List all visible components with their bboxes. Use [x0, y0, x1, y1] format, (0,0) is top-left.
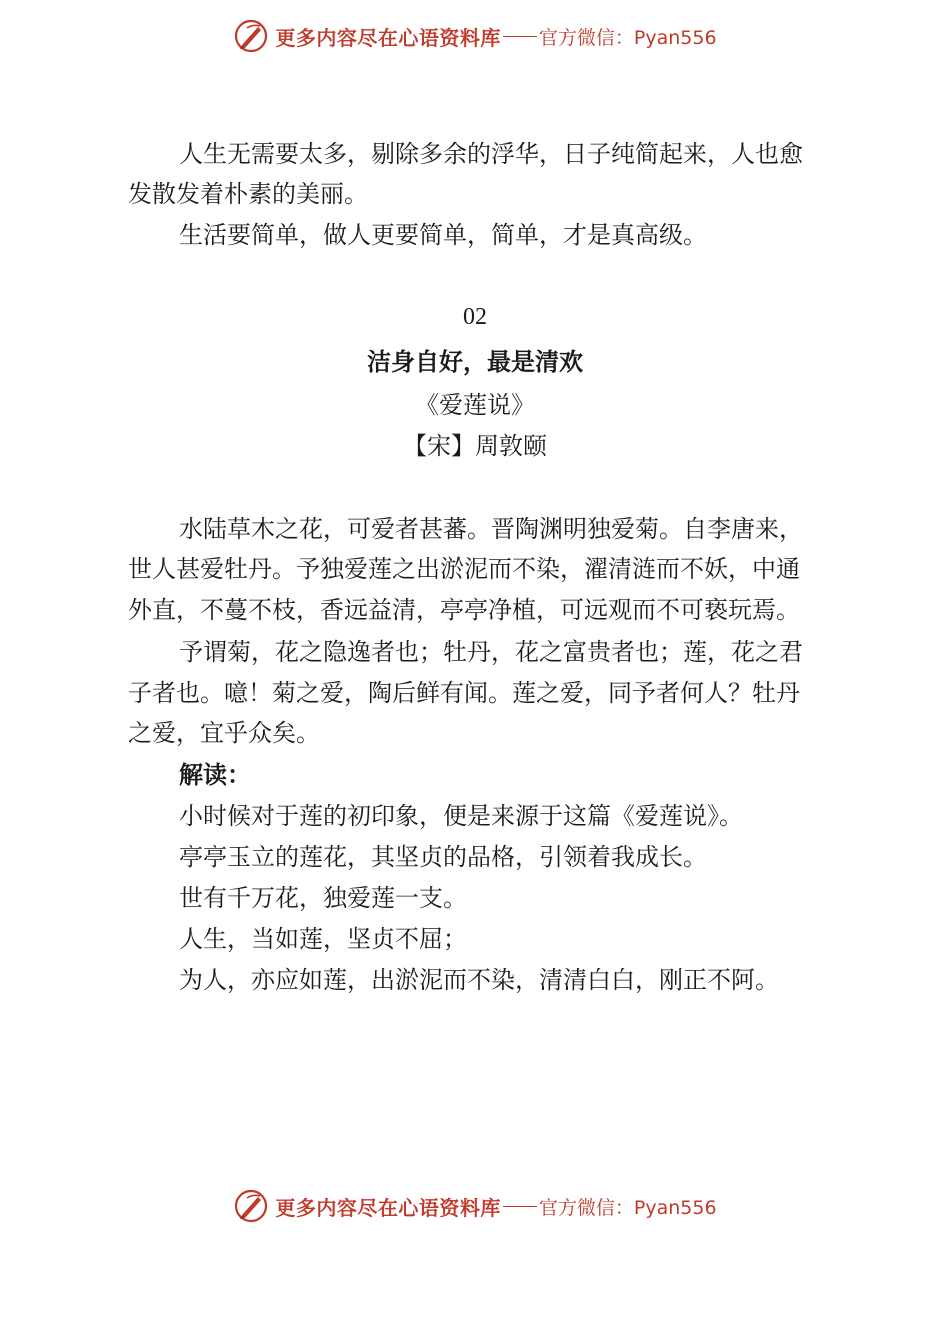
section-number: 02	[463, 304, 487, 330]
poem-line: 予谓菊，花之隐逸者也；牡丹，花之富贵者也；莲，花之君	[179, 638, 803, 666]
banner-dash	[503, 36, 537, 37]
poem-author: 【宋】周敦颐	[403, 432, 547, 460]
poem-line: 外直，不蔓不枝，香远益清，亭亭净植，可远观而不可亵玩焉。	[128, 596, 800, 624]
header-banner	[0, 14, 950, 58]
interpretation-line: 为人，亦应如莲，出淤泥而不染，清清白白，刚正不阿。	[179, 966, 779, 994]
interpretation-label: 解读：	[179, 761, 251, 789]
poem-line: 水陆草木之花，可爱者甚蕃。晋陶渊明独爱菊。自李唐来，	[179, 515, 803, 543]
banner-brand-text: 更多内容尽在心语资料库	[275, 1195, 501, 1220]
interpretation-line: 世有千万花，独爱莲一支。	[179, 884, 467, 912]
banner-brand-text: 更多内容尽在心语资料库	[275, 25, 501, 50]
poem-line: 世人甚爱牡丹。予独爱莲之出淤泥而不染，濯清涟而不妖，中通	[128, 555, 800, 583]
interpretation-line: 小时候对于莲的初印象，便是来源于这篇《爱莲说》。	[179, 802, 743, 830]
interpretation-line: 亭亭玉立的莲花，其坚贞的品格，引领着我成长。	[179, 843, 707, 871]
poem-line: 之爱，宜乎众矣。	[128, 719, 320, 747]
banner-dash	[503, 1206, 537, 1207]
section-heading: 洁身自好，最是清欢	[367, 348, 583, 376]
footer-banner	[0, 1184, 950, 1228]
pen-logo-icon	[233, 18, 269, 54]
paragraph-line: 生活要简单，做人更要简单，简单，才是真高级。	[179, 221, 707, 249]
paragraph-line: 发散发着朴素的美丽。	[128, 180, 368, 208]
poem-title: 《爱莲说》	[415, 391, 535, 419]
interpretation-line: 人生，当如莲，坚贞不屈；	[179, 925, 467, 953]
paragraph-line: 人生无需要太多，剔除多余的浮华，日子纯简起来，人也愈	[179, 140, 803, 168]
banner-wechat-text: 官方微信：Pyan556	[538, 1196, 717, 1219]
poem-line: 子者也。噫！菊之爱，陶后鲜有闻。莲之爱，同予者何人？牡丹	[128, 679, 800, 707]
pen-logo-icon	[233, 1188, 269, 1224]
banner-wechat-text: 官方微信：Pyan556	[538, 26, 717, 49]
